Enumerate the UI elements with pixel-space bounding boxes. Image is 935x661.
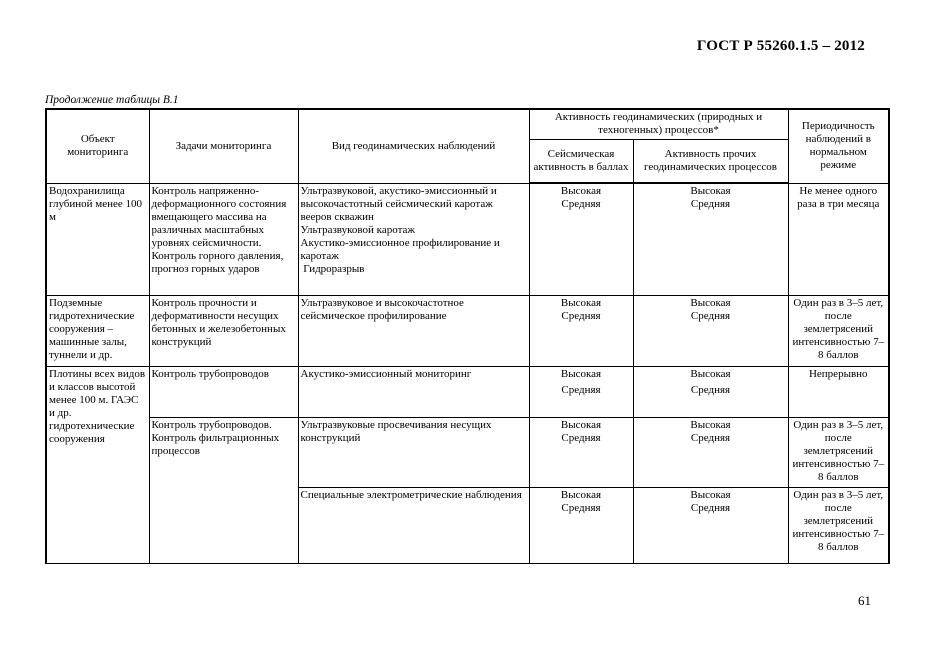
cell-other xyxy=(633,487,788,563)
cell-other xyxy=(633,295,788,366)
cell-observations xyxy=(298,295,529,366)
level-medium: Средняя xyxy=(690,198,731,210)
cell-tasks: Контроль прочности и деформативности несущих бетонных и железобетонных конструкций xyxy=(149,295,298,366)
table-row xyxy=(46,183,889,295)
level-medium: Средняя xyxy=(561,198,601,210)
header-period: Периодичность наблюдений в нормальном режиме xyxy=(788,109,889,183)
cell-tasks: Контроль трубопроводов xyxy=(149,366,298,417)
cell-period: Один раз в 3–5 лет, после землетрясений интенсивностью 7–8 баллов xyxy=(788,487,889,563)
cell-tasks: Контроль напряженно-деформационного состояния вмещающего массива на различных масштабных уровнях сейсмичности. Контроль горного давления, прогноз горных ударов xyxy=(149,183,298,295)
level-medium: Средняя xyxy=(561,431,601,444)
observation-line: Специальные электрометрические наблюдения xyxy=(300,488,522,501)
cell-period: Один раз в 3–5 лет, после землетрясений интенсивностью 7–8 баллов xyxy=(788,295,889,366)
level-high: Высокая xyxy=(560,367,602,380)
header-tasks: Задачи мониторинга xyxy=(149,109,298,183)
cell-tasks: Контроль трубопроводов. Контроль фильтрационных процессов xyxy=(149,417,298,563)
level-medium: Средняя xyxy=(690,501,731,514)
cell-object: Подземные гидротехнические сооружения – машинные залы, туннели и др. xyxy=(46,295,149,366)
cell-seismic xyxy=(529,183,633,295)
level-medium: Средняя xyxy=(561,383,601,396)
level-high: Высокая xyxy=(690,367,731,380)
level-high: Высокая xyxy=(560,185,602,197)
header-seismic: Сейсмическая активность в баллах xyxy=(529,139,633,183)
table-row xyxy=(46,366,889,417)
cell-other xyxy=(633,417,788,487)
cell-period: Один раз в 3–5 лет, после землетрясений интенсивностью 7–8 баллов xyxy=(788,417,889,487)
level-high: Высокая xyxy=(560,296,602,309)
cell-seismic xyxy=(529,487,633,563)
level-high: Высокая xyxy=(690,296,731,309)
cell-seismic xyxy=(529,366,633,417)
observation-line: Акустико-эмиссионный мониторинг xyxy=(300,367,472,380)
header-activity-group: Активность геодинамических (природных и техногенных) процессов* xyxy=(529,109,788,139)
monitoring-table xyxy=(45,108,890,564)
observation-line: Акустико-эмиссионное профилирование и каротаж xyxy=(300,236,500,262)
cell-observations xyxy=(298,366,529,417)
table-row xyxy=(46,295,889,366)
level-high: Высокая xyxy=(560,418,602,431)
header-other: Активность прочих геодинамических процессов xyxy=(633,139,788,183)
level-medium: Средняя xyxy=(690,383,731,396)
observation-line: Ультразвуковой каротаж xyxy=(300,223,416,236)
cell-period: Не менее одного раза в три месяца xyxy=(788,183,889,295)
document-code: ГОСТ Р 55260.1.5 – 2012 xyxy=(696,38,865,54)
cell-period: Непрерывно xyxy=(788,366,889,417)
level-high: Высокая xyxy=(690,488,731,501)
observation-line: Ультразвуковой, акустико-эмиссионный и высокочастотный сейсмический каротаж вееров скважин xyxy=(300,184,497,223)
cell-other xyxy=(633,183,788,295)
page-number: 61 xyxy=(858,593,871,608)
observation-line: Гидроразрыв xyxy=(300,262,365,275)
level-high: Высокая xyxy=(560,488,602,501)
cell-seismic xyxy=(529,417,633,487)
level-medium: Средняя xyxy=(690,431,731,444)
level-medium: Средняя xyxy=(690,309,731,322)
level-medium: Средняя xyxy=(561,309,601,322)
cell-observations xyxy=(298,417,529,487)
cell-other xyxy=(633,366,788,417)
observation-line: Ультразвуковое и высокочастотное сейсмическое профилирование xyxy=(300,296,464,322)
cell-object: Плотины всех видов и классов высотой менее 100 м. ГАЭС и др. гидротехнические сооружения xyxy=(46,366,149,563)
level-high: Высокая xyxy=(690,185,731,197)
header-observations: Вид геодинамических наблюдений xyxy=(298,109,529,183)
observation-line: Ультразвуковые просвечивания несущих конструкций xyxy=(300,418,492,444)
cell-observations xyxy=(298,183,529,295)
cell-object: Водохранилища глубиной менее 100 м xyxy=(46,183,149,295)
cell-observations xyxy=(298,487,529,563)
table-caption: Продолжение таблицы В.1 xyxy=(45,94,179,106)
level-high: Высокая xyxy=(690,418,731,431)
header-object: Объект мониторинга xyxy=(46,109,149,183)
table-row xyxy=(46,417,889,487)
cell-seismic xyxy=(529,295,633,366)
level-medium: Средняя xyxy=(561,501,601,514)
